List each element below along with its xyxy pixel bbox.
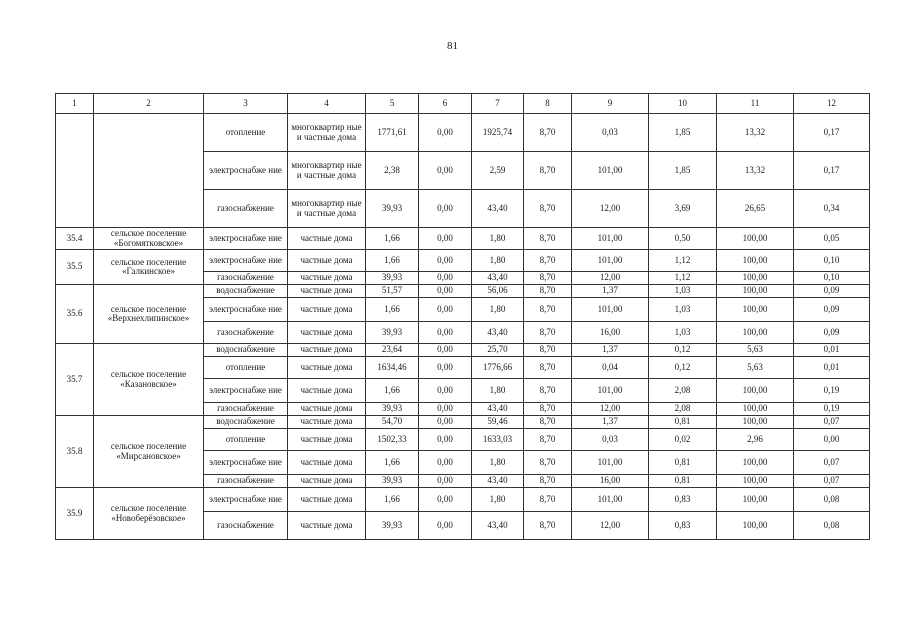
- table-cell: 0,01: [794, 344, 870, 357]
- table-cell: 1,66: [366, 379, 419, 403]
- table-cell: 0,00: [419, 379, 472, 403]
- table-cell: 0,00: [419, 451, 472, 475]
- settlement-name: сельское поселение «Верхнехлипинское»: [94, 285, 204, 344]
- table-cell: 1,03: [649, 322, 717, 344]
- item-number: 35.6: [56, 285, 94, 344]
- tariff-table: [55, 93, 870, 540]
- table-cell: электроснабже ние: [204, 228, 288, 250]
- table-cell: 100,00: [717, 322, 794, 344]
- item-number: 35.7: [56, 344, 94, 416]
- table-cell: 8,70: [524, 416, 572, 429]
- table-cell: 1771,61: [366, 114, 419, 152]
- table-cell: 0,09: [794, 298, 870, 322]
- table-cell: газоснабжение: [204, 403, 288, 416]
- table-cell: 8,70: [524, 475, 572, 488]
- table-cell: 1,37: [572, 344, 649, 357]
- table-cell: частные дома: [288, 298, 366, 322]
- table-cell: 100,00: [717, 451, 794, 475]
- table-cell: частные дома: [288, 488, 366, 512]
- table-cell: 1,66: [366, 298, 419, 322]
- table-cell: 8,70: [524, 403, 572, 416]
- table-cell: 43,40: [472, 475, 524, 488]
- table-cell: 0,00: [419, 357, 472, 379]
- table-cell: 8,70: [524, 272, 572, 285]
- table-cell: 1,80: [472, 451, 524, 475]
- table-cell: 43,40: [472, 403, 524, 416]
- table-cell: 0,09: [794, 285, 870, 298]
- table-cell: 0,05: [794, 228, 870, 250]
- table-cell: газоснабжение: [204, 272, 288, 285]
- table-cell: 0,19: [794, 379, 870, 403]
- table-cell: 1925,74: [472, 114, 524, 152]
- table-cell: 56,06: [472, 285, 524, 298]
- table-cell: 39,93: [366, 403, 419, 416]
- table-cell: 12,00: [572, 403, 649, 416]
- table-cell: 100,00: [717, 272, 794, 285]
- table-cell: 1,80: [472, 379, 524, 403]
- table-cell: газоснабжение: [204, 512, 288, 540]
- table-cell: 43,40: [472, 322, 524, 344]
- item-number: 35.8: [56, 416, 94, 488]
- table-row: [56, 114, 870, 152]
- table-cell: электроснабже ние: [204, 250, 288, 272]
- table-cell: 16,00: [572, 475, 649, 488]
- table-cell: 0,00: [419, 488, 472, 512]
- column-number: 11: [717, 94, 794, 114]
- table-cell: 13,32: [717, 152, 794, 190]
- page-number: 81: [447, 40, 458, 52]
- table-cell: 23,64: [366, 344, 419, 357]
- table-cell: газоснабжение: [204, 190, 288, 228]
- table-cell: 101,00: [572, 298, 649, 322]
- table-cell: 8,70: [524, 488, 572, 512]
- table-cell: частные дома: [288, 285, 366, 298]
- table-cell: 0,00: [419, 190, 472, 228]
- table-cell: 0,01: [794, 357, 870, 379]
- table-cell: 2,08: [649, 379, 717, 403]
- table-cell: 100,00: [717, 379, 794, 403]
- table-cell: 0,00: [419, 114, 472, 152]
- column-number: 10: [649, 94, 717, 114]
- table-cell: электроснабже ние: [204, 152, 288, 190]
- table-cell: 1,03: [649, 285, 717, 298]
- table-cell: 51,57: [366, 285, 419, 298]
- table-cell: 12,00: [572, 272, 649, 285]
- table-cell: 0,00: [419, 285, 472, 298]
- table-cell: 0,00: [419, 344, 472, 357]
- table-cell: 26,65: [717, 190, 794, 228]
- table-cell: 0,81: [649, 416, 717, 429]
- table-cell: 8,70: [524, 344, 572, 357]
- table-cell: 39,93: [366, 475, 419, 488]
- table-cell: 0,17: [794, 114, 870, 152]
- table-cell: частные дома: [288, 512, 366, 540]
- table-cell: 100,00: [717, 512, 794, 540]
- column-number: 8: [524, 94, 572, 114]
- table-cell: 1,03: [649, 298, 717, 322]
- table-cell: 0,08: [794, 512, 870, 540]
- table-cell: 43,40: [472, 190, 524, 228]
- table-cell: частные дома: [288, 357, 366, 379]
- table-cell: 2,38: [366, 152, 419, 190]
- column-number: 1: [56, 94, 94, 114]
- table-cell: частные дома: [288, 475, 366, 488]
- table-cell: электроснабже ние: [204, 451, 288, 475]
- column-number: 2: [94, 94, 204, 114]
- settlement-name: сельское поселение «Казановское»: [94, 344, 204, 416]
- table-cell: 1,80: [472, 250, 524, 272]
- table-cell: частные дома: [288, 416, 366, 429]
- table-cell: 0,00: [794, 429, 870, 451]
- table-cell: 8,70: [524, 190, 572, 228]
- table-cell: 1634,46: [366, 357, 419, 379]
- table-cell: 0,00: [419, 429, 472, 451]
- table-cell: 0,02: [649, 429, 717, 451]
- table-cell: 1,66: [366, 488, 419, 512]
- table-cell: водоснабжение: [204, 416, 288, 429]
- table-cell: 100,00: [717, 228, 794, 250]
- table-cell: 0,00: [419, 298, 472, 322]
- table-cell: 1,66: [366, 250, 419, 272]
- table-cell: водоснабжение: [204, 285, 288, 298]
- table-cell: 39,93: [366, 190, 419, 228]
- settlement-name: [94, 114, 204, 228]
- table-cell: 101,00: [572, 379, 649, 403]
- table-cell: 0,00: [419, 272, 472, 285]
- table-cell: 13,32: [717, 114, 794, 152]
- table-cell: 100,00: [717, 416, 794, 429]
- column-number: 5: [366, 94, 419, 114]
- table-cell: 2,08: [649, 403, 717, 416]
- table-cell: 0,03: [572, 114, 649, 152]
- table-cell: 1,80: [472, 488, 524, 512]
- table-cell: 1,85: [649, 152, 717, 190]
- table-cell: частные дома: [288, 250, 366, 272]
- table-cell: 0,81: [649, 451, 717, 475]
- table-cell: 8,70: [524, 152, 572, 190]
- table-cell: 0,00: [419, 152, 472, 190]
- table-cell: 8,70: [524, 114, 572, 152]
- table-cell: 8,70: [524, 228, 572, 250]
- table-row: [56, 488, 870, 512]
- table-cell: 0,81: [649, 475, 717, 488]
- table-cell: 16,00: [572, 322, 649, 344]
- table-cell: 8,70: [524, 285, 572, 298]
- table-cell: 0,34: [794, 190, 870, 228]
- table-cell: 54,70: [366, 416, 419, 429]
- column-number: 9: [572, 94, 649, 114]
- table-cell: 1633,03: [472, 429, 524, 451]
- table-cell: частные дома: [288, 403, 366, 416]
- table-cell: газоснабжение: [204, 475, 288, 488]
- table-cell: 25,70: [472, 344, 524, 357]
- table-cell: 8,70: [524, 512, 572, 540]
- table-cell: 100,00: [717, 488, 794, 512]
- table-cell: частные дома: [288, 379, 366, 403]
- table-cell: 8,70: [524, 250, 572, 272]
- table-cell: 1,85: [649, 114, 717, 152]
- table-cell: 101,00: [572, 488, 649, 512]
- table-cell: 0,10: [794, 250, 870, 272]
- table-cell: 100,00: [717, 285, 794, 298]
- table-row: [56, 344, 870, 357]
- table-cell: 1502,33: [366, 429, 419, 451]
- table-cell: частные дома: [288, 344, 366, 357]
- settlement-name: сельское поселение «Мирсановское»: [94, 416, 204, 488]
- table-cell: 1,37: [572, 285, 649, 298]
- table-cell: 0,07: [794, 416, 870, 429]
- column-number-row: [56, 94, 870, 114]
- table-cell: 8,70: [524, 429, 572, 451]
- column-number: 4: [288, 94, 366, 114]
- table-cell: 1,12: [649, 250, 717, 272]
- table-cell: 8,70: [524, 451, 572, 475]
- column-number: 6: [419, 94, 472, 114]
- table-cell: 39,93: [366, 322, 419, 344]
- item-number: 35.5: [56, 250, 94, 285]
- table-cell: отопление: [204, 114, 288, 152]
- table-cell: частные дома: [288, 451, 366, 475]
- table-cell: 8,70: [524, 357, 572, 379]
- table-cell: 101,00: [572, 451, 649, 475]
- table-cell: 1,80: [472, 298, 524, 322]
- table-cell: многоквартир ные и частные дома: [288, 190, 366, 228]
- table-cell: 39,93: [366, 512, 419, 540]
- table-cell: 2,59: [472, 152, 524, 190]
- table-cell: 1,80: [472, 228, 524, 250]
- table-cell: 5,63: [717, 357, 794, 379]
- table-cell: 0,00: [419, 403, 472, 416]
- table-cell: 101,00: [572, 228, 649, 250]
- table-cell: 43,40: [472, 272, 524, 285]
- table-cell: 0,00: [419, 228, 472, 250]
- table-cell: 0,00: [419, 250, 472, 272]
- column-number: 12: [794, 94, 870, 114]
- table-cell: электроснабже ние: [204, 379, 288, 403]
- table-cell: 0,83: [649, 488, 717, 512]
- table-cell: 8,70: [524, 322, 572, 344]
- table-cell: частные дома: [288, 228, 366, 250]
- table-cell: 0,19: [794, 403, 870, 416]
- table-cell: 5,63: [717, 344, 794, 357]
- table-cell: газоснабжение: [204, 322, 288, 344]
- table-cell: 100,00: [717, 475, 794, 488]
- table-cell: 0,83: [649, 512, 717, 540]
- table-cell: 43,40: [472, 512, 524, 540]
- table-cell: 0,00: [419, 416, 472, 429]
- table-cell: 12,00: [572, 512, 649, 540]
- table-cell: 1,66: [366, 228, 419, 250]
- table-cell: многоквартир ные и частные дома: [288, 114, 366, 152]
- table-cell: 0,00: [419, 475, 472, 488]
- table-cell: 0,09: [794, 322, 870, 344]
- table-cell: 0,50: [649, 228, 717, 250]
- table-cell: 0,12: [649, 344, 717, 357]
- column-number: 3: [204, 94, 288, 114]
- table-cell: 0,07: [794, 451, 870, 475]
- table-cell: 100,00: [717, 403, 794, 416]
- table-row: [56, 250, 870, 272]
- table-cell: 8,70: [524, 298, 572, 322]
- table-cell: 2,96: [717, 429, 794, 451]
- table-row: [56, 416, 870, 429]
- table-cell: 0,12: [649, 357, 717, 379]
- table-cell: частные дома: [288, 322, 366, 344]
- settlement-name: сельское поселение «Богомятковское»: [94, 228, 204, 250]
- table-cell: 1,66: [366, 451, 419, 475]
- item-number: 35.4: [56, 228, 94, 250]
- table-cell: водоснабжение: [204, 344, 288, 357]
- table-cell: 100,00: [717, 298, 794, 322]
- table-cell: 0,03: [572, 429, 649, 451]
- table-cell: 1,37: [572, 416, 649, 429]
- table-cell: 59,46: [472, 416, 524, 429]
- column-number: 7: [472, 94, 524, 114]
- table-cell: электроснабже ние: [204, 298, 288, 322]
- table-cell: 1776,66: [472, 357, 524, 379]
- item-number: [56, 114, 94, 228]
- table-row: [56, 285, 870, 298]
- table-cell: 3,69: [649, 190, 717, 228]
- table-cell: 0,04: [572, 357, 649, 379]
- table-cell: электроснабже ние: [204, 488, 288, 512]
- table-cell: 101,00: [572, 152, 649, 190]
- table-cell: частные дома: [288, 429, 366, 451]
- table-cell: 0,00: [419, 322, 472, 344]
- table-cell: частные дома: [288, 272, 366, 285]
- table-cell: 8,70: [524, 379, 572, 403]
- table-cell: 0,10: [794, 272, 870, 285]
- table-cell: 1,12: [649, 272, 717, 285]
- table-cell: 0,08: [794, 488, 870, 512]
- table-cell: 100,00: [717, 250, 794, 272]
- settlement-name: сельское поселение «Галкинское»: [94, 250, 204, 285]
- table-cell: 101,00: [572, 250, 649, 272]
- table-row: [56, 228, 870, 250]
- table-cell: 12,00: [572, 190, 649, 228]
- table-cell: отопление: [204, 429, 288, 451]
- table-cell: 0,00: [419, 512, 472, 540]
- settlement-name: сельское поселение «Новоберёзовское»: [94, 488, 204, 540]
- item-number: 35.9: [56, 488, 94, 540]
- table-cell: 0,17: [794, 152, 870, 190]
- table-cell: многоквартир ные и частные дома: [288, 152, 366, 190]
- table-cell: отопление: [204, 357, 288, 379]
- table-cell: 39,93: [366, 272, 419, 285]
- table-cell: 0,07: [794, 475, 870, 488]
